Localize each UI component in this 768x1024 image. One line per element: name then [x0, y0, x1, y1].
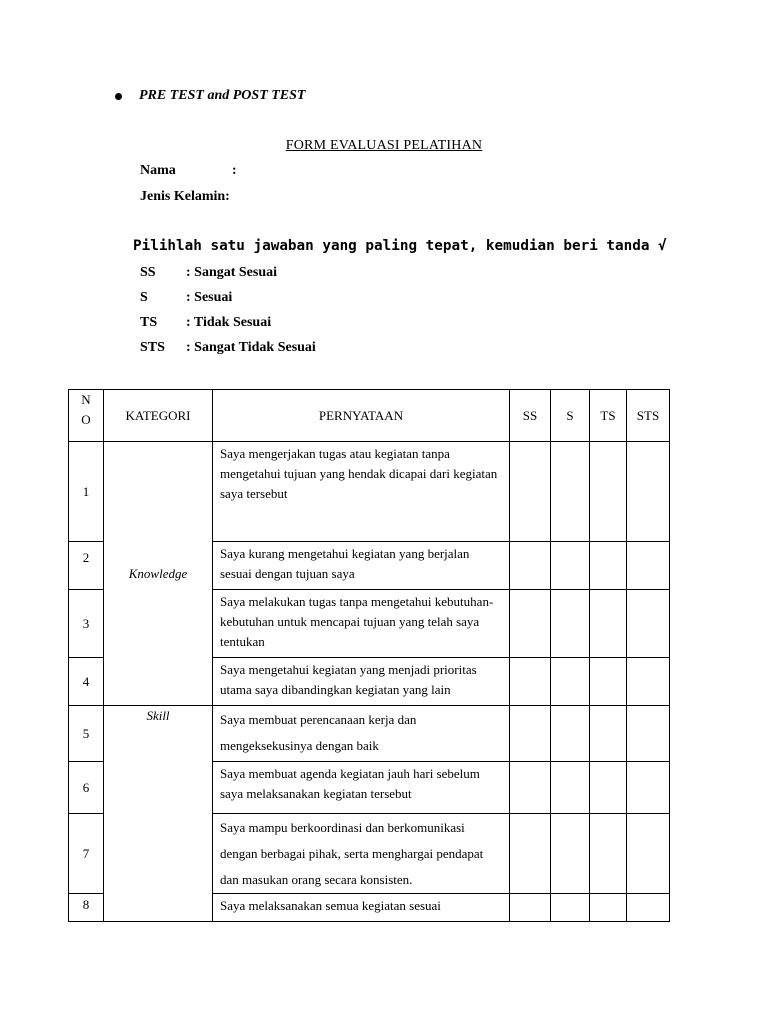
- answer-s-cell[interactable]: [551, 542, 590, 590]
- gender-field: [140, 189, 230, 205]
- row-number: 3: [69, 590, 104, 658]
- answer-ss-cell[interactable]: [510, 590, 551, 658]
- answer-sts-cell[interactable]: [627, 814, 670, 894]
- answer-sts-cell[interactable]: [627, 762, 670, 814]
- header-sts: STS: [627, 390, 670, 442]
- answer-sts-cell[interactable]: [627, 706, 670, 762]
- row-number: 5: [69, 706, 104, 762]
- statement: Saya mampu berkoordinasi dan berkomunikasi dengan berbagai pihak, serta menghargai pendapat dan masukan orang secara konsisten.: [213, 814, 510, 894]
- row-number: 2: [69, 542, 104, 590]
- statement: Saya mengetahui kegiatan yang menjadi prioritas utama saya dibandingkan kegiatan yang lain: [213, 658, 510, 706]
- header-s: S: [551, 390, 590, 442]
- table-row: [69, 442, 670, 542]
- answer-ss-cell[interactable]: [510, 814, 551, 894]
- header-ts: TS: [590, 390, 627, 442]
- statement: Saya melakukan tugas tanpa mengetahui kebutuhan-kebutuhan untuk mencapai tujuan yang telah saya tentukan: [213, 590, 510, 658]
- bullet-icon: [115, 93, 122, 100]
- statement: Saya mengerjakan tugas atau kegiatan tanpa mengetahui tujuan yang hendak dicapai dari kegiatan saya tersebut: [213, 442, 510, 542]
- answer-ss-cell[interactable]: [510, 442, 551, 542]
- answer-s-cell[interactable]: [551, 762, 590, 814]
- legend-desc: : Sangat Tidak Sesuai: [186, 340, 316, 355]
- answer-ts-cell[interactable]: [590, 762, 627, 814]
- answer-ts-cell[interactable]: [590, 658, 627, 706]
- form-title: FORM EVALUASI PELATIHAN: [285, 138, 483, 153]
- answer-sts-cell[interactable]: [627, 894, 670, 922]
- legend-code: S: [140, 290, 148, 305]
- answer-ts-cell[interactable]: [590, 542, 627, 590]
- legend-ts: [140, 315, 272, 331]
- name-colon: :: [232, 163, 237, 178]
- table-row: [69, 706, 670, 762]
- answer-s-cell[interactable]: [551, 894, 590, 922]
- answer-s-cell[interactable]: [551, 658, 590, 706]
- legend-desc: : Sangat Sesuai: [186, 265, 278, 280]
- answer-ts-cell[interactable]: [590, 894, 627, 922]
- legend-desc: : Tidak Sesuai: [186, 315, 272, 330]
- row-number: 7: [69, 814, 104, 894]
- name-field: [140, 163, 237, 179]
- row-number: 4: [69, 658, 104, 706]
- instruction-text: Pilihlah satu jawaban yang paling tepat, kemudian beri tanda √: [133, 238, 667, 254]
- legend-sts: [140, 340, 316, 356]
- header-no-line1: N: [81, 392, 91, 407]
- answer-ss-cell[interactable]: [510, 706, 551, 762]
- answer-sts-cell[interactable]: [627, 542, 670, 590]
- statement: Saya kurang mengetahui kegiatan yang berjalan sesuai dengan tujuan saya: [213, 542, 510, 590]
- answer-s-cell[interactable]: [551, 814, 590, 894]
- legend-code: STS: [140, 340, 165, 355]
- answer-ts-cell[interactable]: [590, 706, 627, 762]
- answer-sts-cell[interactable]: [627, 590, 670, 658]
- answer-ts-cell[interactable]: [590, 442, 627, 542]
- answer-s-cell[interactable]: [551, 442, 590, 542]
- statement: Saya membuat perencanaan kerja dan mengeksekusinya dengan baik: [213, 706, 510, 762]
- category-knowledge: Knowledge: [104, 442, 213, 706]
- evaluation-table: [68, 389, 670, 922]
- name-label: Nama: [140, 163, 176, 178]
- header-kategori: KATEGORI: [104, 390, 213, 442]
- legend-ss: [140, 265, 278, 281]
- header-no-line2: O: [81, 412, 91, 427]
- header-no: [69, 390, 104, 442]
- legend-desc: : Sesuai: [186, 290, 233, 305]
- legend-code: TS: [140, 315, 158, 330]
- category-skill: Skill: [104, 706, 213, 922]
- table-header-row: [69, 390, 670, 442]
- section-heading: [115, 88, 305, 104]
- section-heading-text: PRE TEST and POST TEST: [139, 88, 306, 103]
- answer-sts-cell[interactable]: [627, 658, 670, 706]
- row-number: 6: [69, 762, 104, 814]
- legend-code: SS: [140, 265, 156, 280]
- row-number: 1: [69, 442, 104, 542]
- statement: Saya melaksanakan semua kegiatan sesuai: [213, 894, 510, 922]
- answer-ss-cell[interactable]: [510, 542, 551, 590]
- answer-s-cell[interactable]: [551, 706, 590, 762]
- statement: Saya membuat agenda kegiatan jauh hari sebelum saya melaksanakan kegiatan tersebut: [213, 762, 510, 814]
- answer-s-cell[interactable]: [551, 590, 590, 658]
- answer-ss-cell[interactable]: [510, 658, 551, 706]
- answer-sts-cell[interactable]: [627, 442, 670, 542]
- header-ss: SS: [510, 390, 551, 442]
- answer-ts-cell[interactable]: [590, 590, 627, 658]
- header-pernyataan: PERNYATAAN: [213, 390, 510, 442]
- gender-label: Jenis Kelamin:: [140, 189, 230, 204]
- answer-ss-cell[interactable]: [510, 894, 551, 922]
- row-number: 8: [69, 894, 104, 922]
- answer-ts-cell[interactable]: [590, 814, 627, 894]
- answer-ss-cell[interactable]: [510, 762, 551, 814]
- legend-s: [140, 290, 233, 306]
